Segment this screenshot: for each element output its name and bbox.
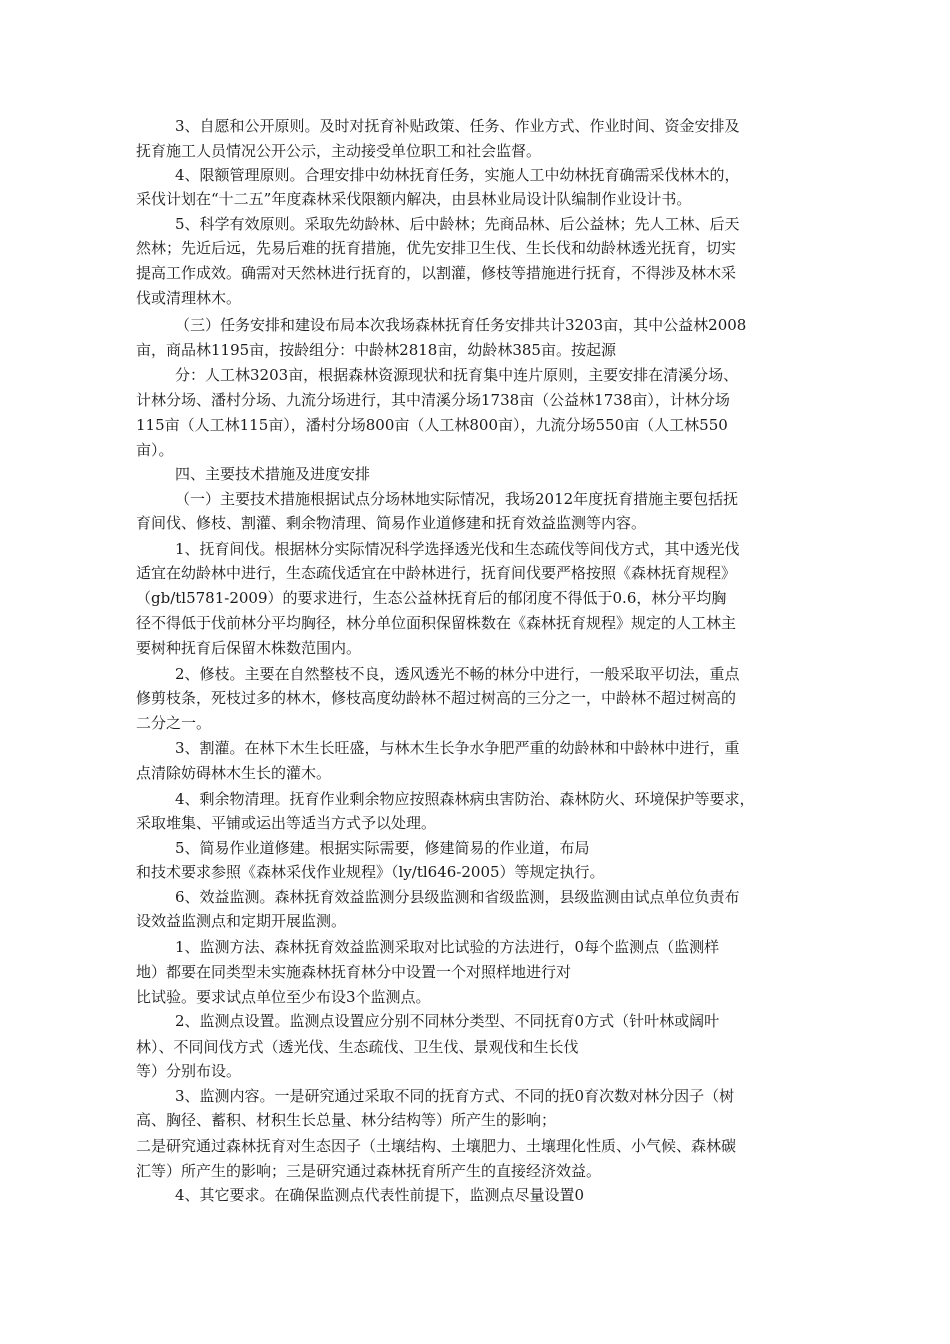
- text-line: 汇等）所产生的影响；三是研究通过森林抚育所产生的直接经济效益。: [136, 1162, 602, 1180]
- text-line: （gb/tl5781-2009）的要求进行，生态公益林抚育后的郁闭度不得低于0.6，林分平均胸: [136, 589, 727, 607]
- section-heading: 四、主要技术措施及进度安排: [175, 465, 371, 483]
- text-line: 林）、不同间伐方式（透光伐、生态疏伐、卫生伐、景观伐和生长伐: [136, 1038, 579, 1056]
- text-line: 采取堆集、平铺或运出等适当方式予以处理。: [136, 814, 437, 832]
- text-line: 二是研究通过森林抚育对生态因子（土壤结构、土壤肥力、土壤理化性质、小气候、森林碳: [136, 1137, 737, 1155]
- text-line: 4、剩余物清理。抚育作业剩余物应按照森林病虫害防治、森林防火、环境保护等要求，: [175, 790, 755, 808]
- text-line: 计林分场、潘村分场、九流分场进行，其中清溪分场1738亩（公益林1738亩），计林分场: [136, 391, 730, 409]
- text-line: 提高工作成效。确需对天然林进行抚育的，以割灌，修枝等措施进行抚育，不得涉及林木采: [136, 264, 737, 282]
- text-line: 亩，商品林1195亩，按龄组分：中龄林2818亩，幼龄林385亩。按起源: [136, 341, 616, 359]
- text-line: 等）分别布设。: [136, 1062, 242, 1080]
- text-line: 2、监测点设置。监测点设置应分别不同林分类型、不同抚育0方式（针叶林或阔叶: [175, 1012, 720, 1030]
- text-line: 高、胸径、蓄积、材积生长总量、林分结构等）所产生的影响；: [136, 1111, 557, 1129]
- text-line: 5、简易作业道修建。根据实际需要，修建简易的作业道，布局: [175, 839, 590, 857]
- text-line: 径不得低于伐前林分平均胸径，林分单位面积保留株数在《森林抚育规程》规定的人工林主: [136, 614, 737, 632]
- text-line: 适宜在幼龄林中进行，生态疏伐适宜在中龄林进行，抚育间伐要严格按照《森林抚育规程》: [136, 564, 737, 582]
- text-line: 比试验。要求试点单位至少布设3个监测点。: [136, 988, 431, 1006]
- text-line: 抚育施工人员情况公开公示，主动接受单位职工和社会监督。: [136, 142, 542, 160]
- text-line: 3、自愿和公开原则。及时对抚育补贴政策、任务、作业方式、作业时间、资金安排及: [175, 117, 740, 135]
- text-line: 1、抚育间伐。根据林分实际情况科学选择透光伐和生态疏伐等间伐方式，其中透光伐: [175, 540, 740, 558]
- text-line: 5、科学有效原则。采取先幼龄林、后中龄林；先商品林、后公益林；先人工林、后天: [175, 215, 740, 233]
- text-line: 要树种抚育后保留木株数范围内。: [136, 639, 362, 657]
- text-line: 设效益监测点和定期开展监测。: [136, 912, 347, 930]
- text-line: 修剪枝条，死枝过多的林木，修枝高度幼龄林不超过树高的三分之一，中龄林不超过树高的: [136, 689, 737, 707]
- text-line: 4、限额管理原则。合理安排中幼林抚育任务，实施人工中幼林抚育确需采伐林木的，: [175, 166, 740, 184]
- text-line: 分：人工林3203亩，根据森林资源现状和抚育集中连片原则，主要安排在清溪分场、: [175, 366, 739, 384]
- text-line: 点清除妨碍林木生长的灌木。: [136, 764, 332, 782]
- text-line: 和技术要求参照《森林采伐作业规程》（ly/tl646-2005）等规定执行。: [136, 863, 605, 881]
- text-line: 3、割灌。在林下木生长旺盛，与林木生长争水争肥严重的幼龄林和中龄林中进行，重: [175, 739, 740, 757]
- text-line: 然林；先近后远，先易后难的抚育措施，优先安排卫生伐、生长伐和幼龄林透光抚育，切实: [136, 239, 737, 257]
- text-line: 4、其它要求。在确保监测点代表性前提下，监测点尽量设置0: [175, 1186, 585, 1204]
- text-line: 二分之一。: [136, 714, 212, 732]
- text-line: 115亩（人工林115亩），潘村分场800亩（人工林800亩），九流分场550亩（人工林550: [136, 416, 728, 434]
- text-line: 3、监测内容。一是研究通过采取不同的抚育方式、不同的抚0育次数对林分因子（树: [175, 1087, 735, 1105]
- text-line: 1、监测方法、森林抚育效益监测采取对比试验的方法进行，0每个监测点（监测样: [175, 938, 720, 956]
- text-line: 伐或清理林木。: [136, 289, 242, 307]
- text-line: 亩）。: [136, 441, 174, 459]
- text-line: 6、效益监测。森林抚育效益监测分县级监测和省级监测，县级监测由试点单位负责布: [175, 888, 740, 906]
- text-line: 育间伐、修枝、割灌、剩余物清理、简易作业道修建和抚育效益监测等内容。: [136, 514, 647, 532]
- text-line: 2、修枝。主要在自然整枝不良，透风透光不畅的林分中进行，一般采取平切法，重点: [175, 665, 740, 683]
- text-line: （三）任务安排和建设布局本次我场森林抚育任务安排共计3203亩，其中公益林2008: [175, 316, 747, 334]
- text-line: （一）主要技术措施根据试点分场林地实际情况，我场2012年度抚育措施主要包括抚: [175, 490, 739, 508]
- text-line: 采伐计划在“十二五”年度森林采伐限额内解决，由县林业局设计队编制作业设计书。: [136, 190, 692, 208]
- text-line: 地）都要在同类型未实施森林抚育林分中设置一个对照样地进行对: [136, 963, 572, 981]
